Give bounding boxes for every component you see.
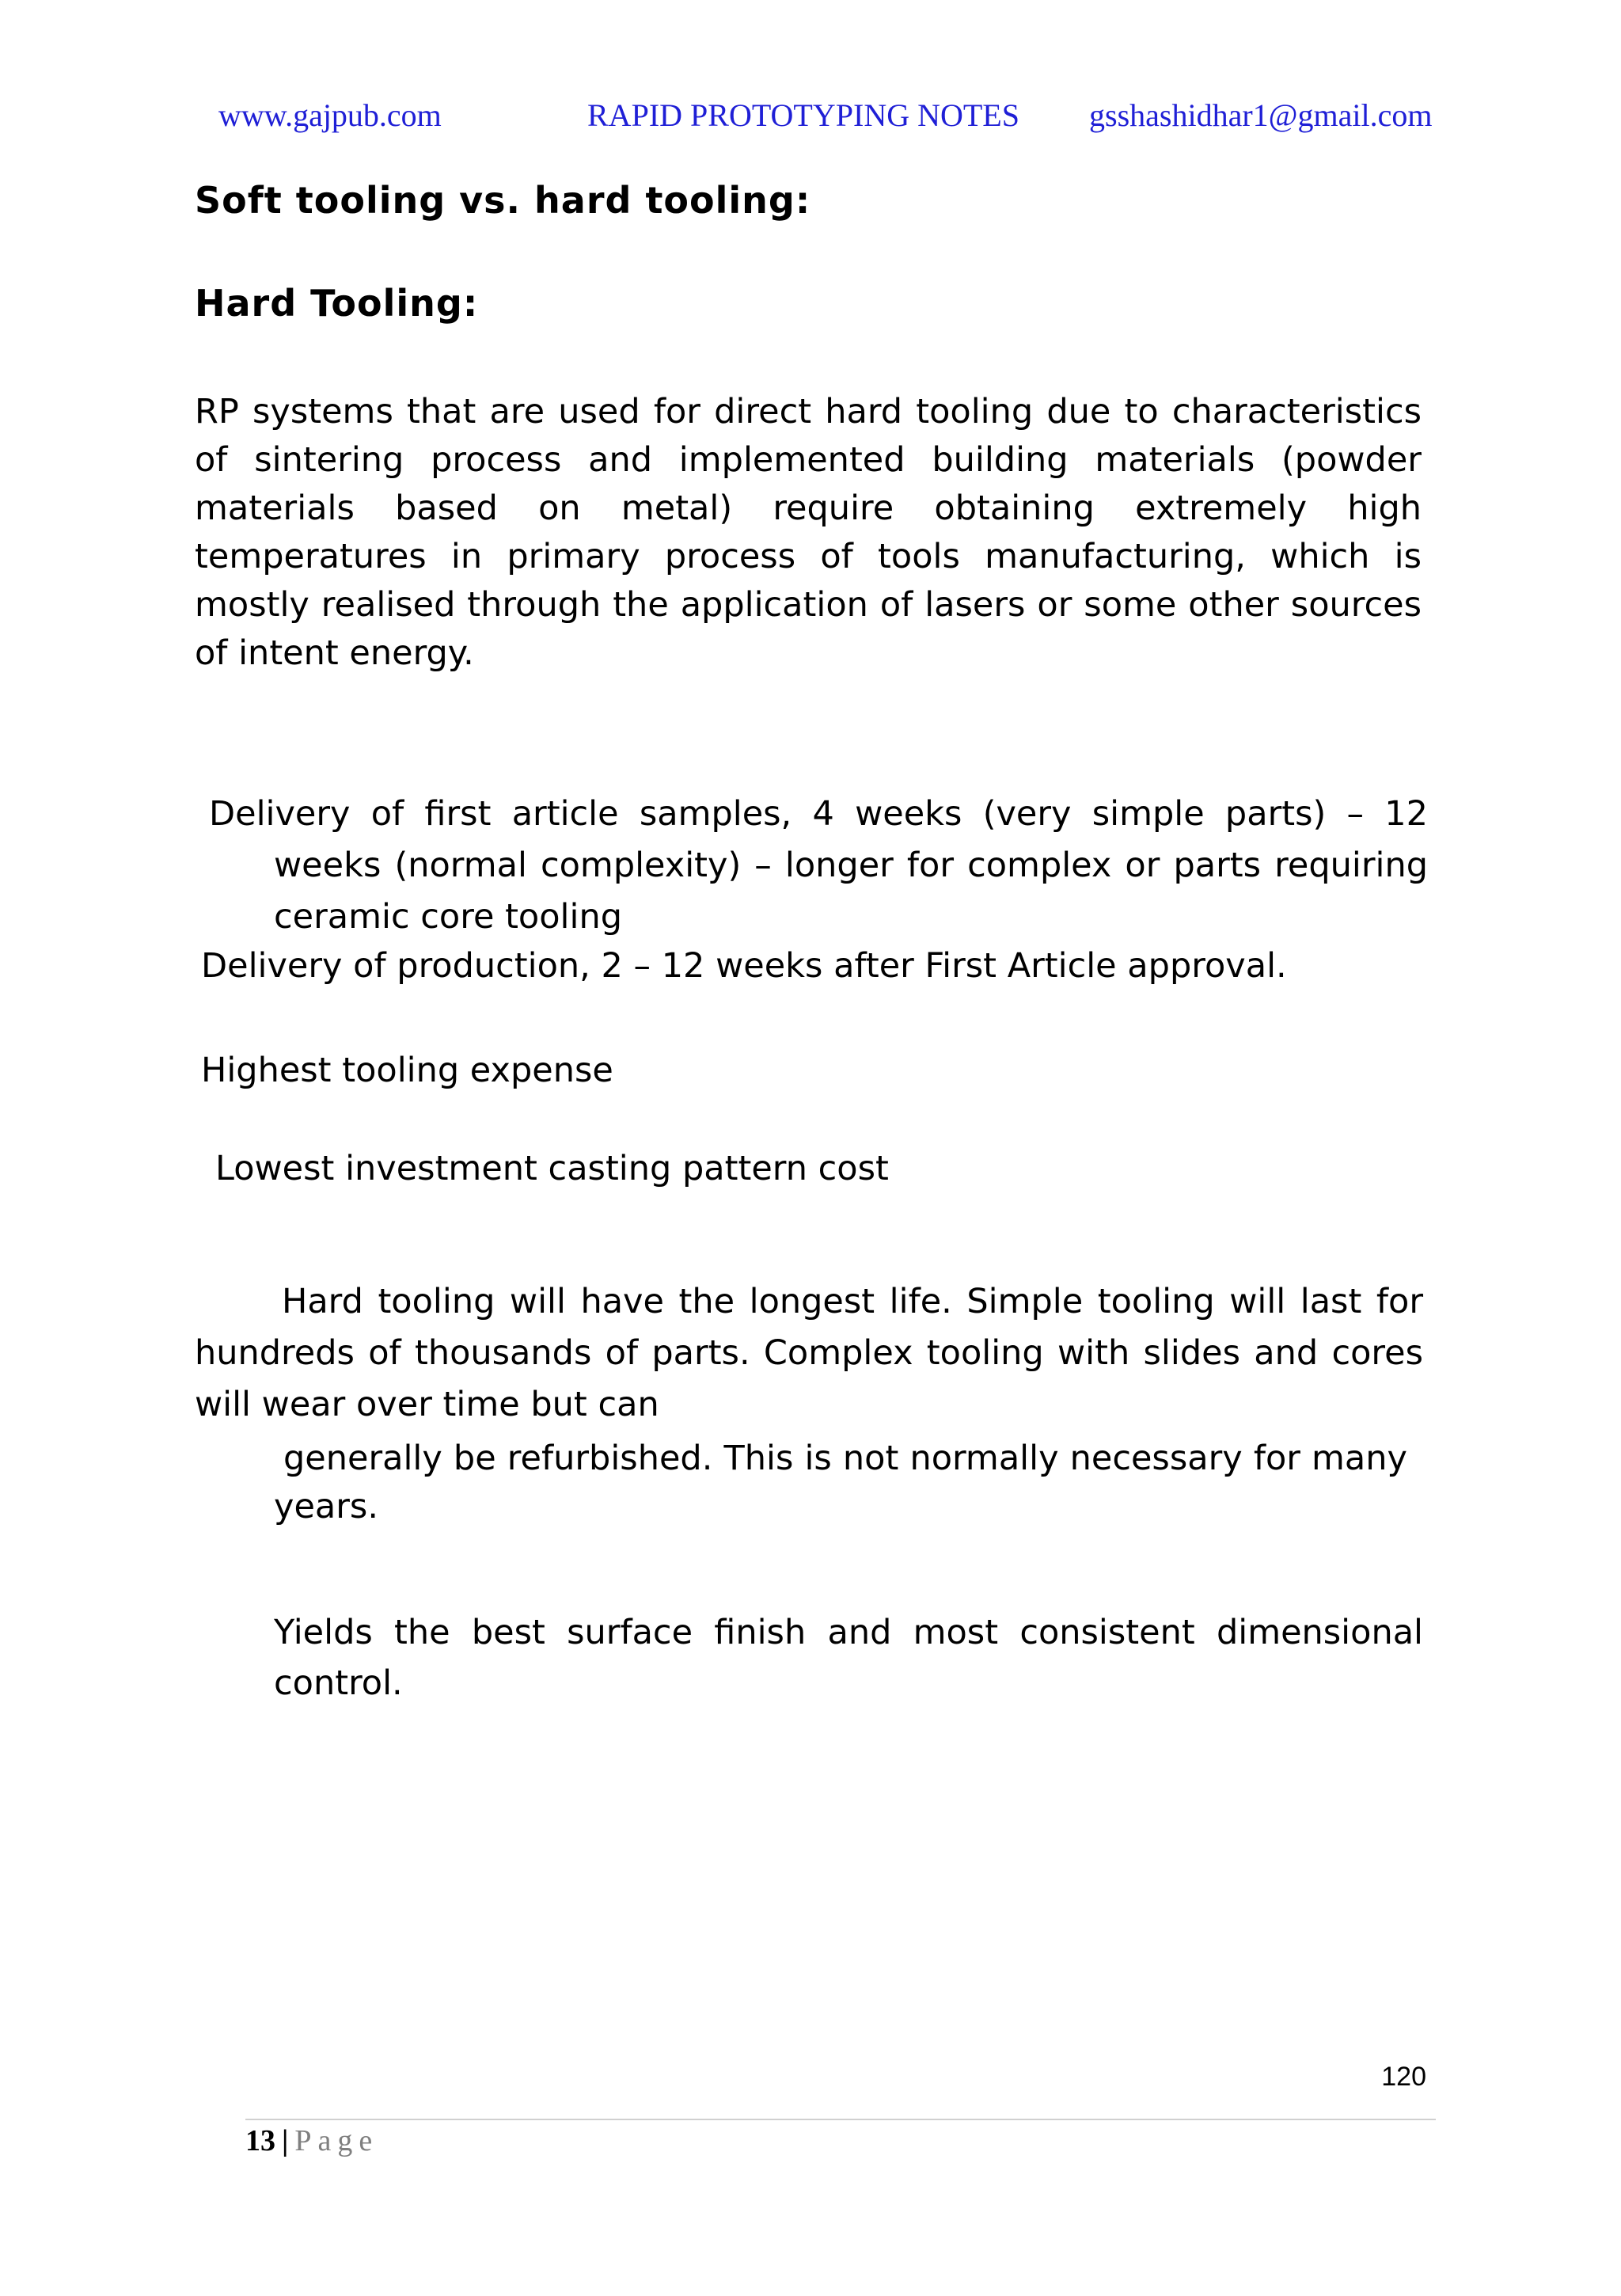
section-heading: Soft tooling vs. hard tooling: [195, 179, 811, 222]
list-item-pattern-cost: Lowest investment casting pattern cost [215, 1149, 889, 1188]
intro-paragraph: RP systems that are used for direct hard tooling due to characteristics of sintering process and implemented building materials (powder materials based on metal) require obtaining extremely high temperatures in primary process of tools manufacturing, which is mostly realised through the application of lasers or some other sources of intent energy. [195, 392, 1422, 673]
document-page-number: 120 [1381, 2062, 1426, 2092]
surface-finish-paragraph: Yields the best surface finish and most consistent dimensional control. [274, 1613, 1423, 1703]
header-website: www.gajpub.com [218, 97, 442, 133]
header-email: gsshashidhar1@gmail.com [1089, 97, 1433, 133]
list-item-production: Delivery of production, 2 – 12 weeks after First Article approval. [201, 946, 1287, 986]
header-title: RAPID PROTOTYPING NOTES [587, 97, 1019, 133]
tooling-life-paragraph: Hard tooling will have the longest life. Simple tooling will last for hundreds of thousands of parts. Complex tooling with slides and cores will wear over time but can [195, 1282, 1423, 1424]
list-item-first-article: Delivery of first article samples, 4 weeks (very simple parts) – 12 weeks (normal complexity) – longer for complex or parts requiring ceramic core tooling [209, 794, 1428, 937]
page-header [0, 97, 1621, 136]
footer-separator: | [282, 2124, 289, 2157]
footer-divider [245, 2119, 1436, 2120]
footer-page-number: 13 [245, 2124, 275, 2157]
page-footer [245, 2123, 378, 2158]
list-item-tooling-expense: Highest tooling expense [201, 1051, 613, 1090]
refurbish-paragraph: generally be refurbished. This is not normally necessary for many years. [274, 1439, 1407, 1526]
subsection-heading: Hard Tooling: [195, 282, 479, 325]
footer-page-label: Page [294, 2124, 379, 2157]
